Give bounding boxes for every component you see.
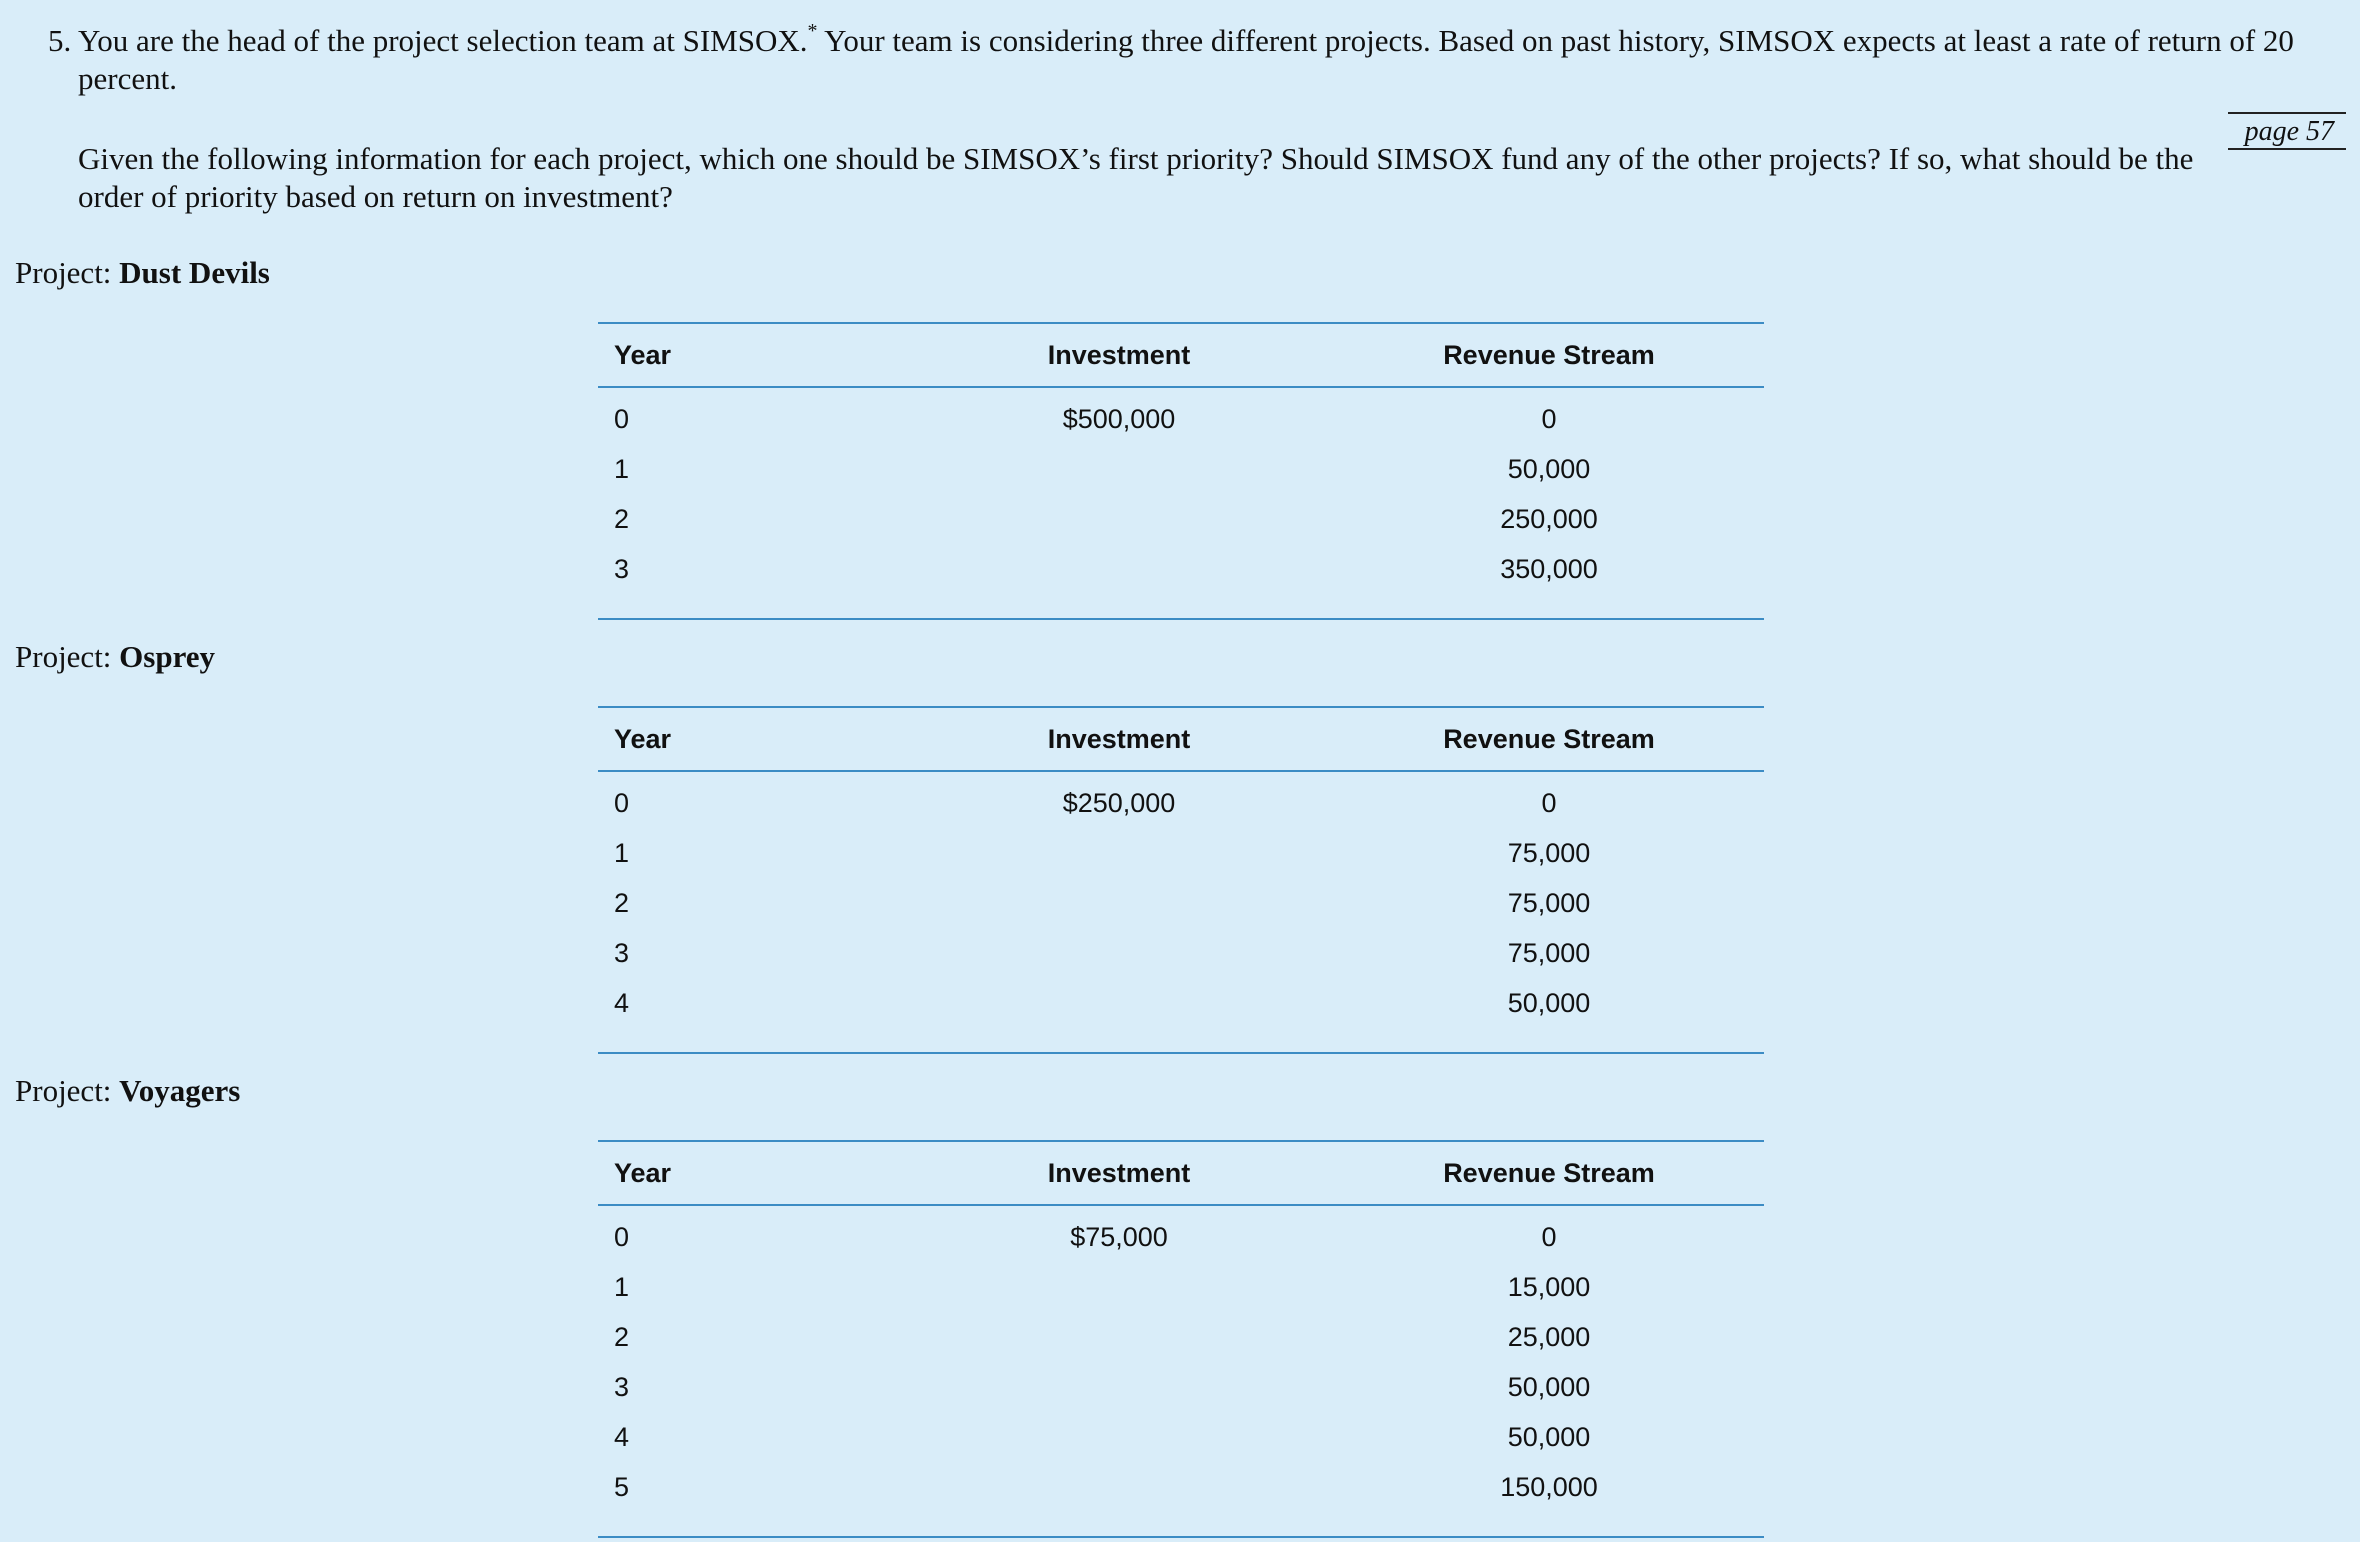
project-label-osprey bbox=[15, 638, 215, 676]
cell-year: 1 bbox=[614, 837, 630, 868]
table-row bbox=[598, 1412, 1764, 1462]
problem-number: 5. bbox=[48, 23, 72, 58]
table-dust-devils bbox=[598, 322, 1764, 620]
table-header-row bbox=[598, 323, 1764, 387]
cell-investment bbox=[904, 494, 1334, 544]
cell-investment bbox=[904, 444, 1334, 494]
cell-investment bbox=[904, 1412, 1334, 1462]
cell-year: 2 bbox=[614, 503, 630, 534]
problem-text-a: You are the head of the project selection team at SIMSOX. bbox=[78, 23, 808, 58]
project-label-prefix: Project: bbox=[15, 255, 120, 290]
cell-year: 0 bbox=[614, 787, 630, 818]
table-row bbox=[598, 1462, 1764, 1537]
cell-year: 2 bbox=[614, 887, 630, 918]
cell-year: 4 bbox=[614, 1421, 630, 1452]
cell-year: 3 bbox=[598, 544, 904, 619]
cell-revenue: 75,000 bbox=[1507, 837, 1591, 868]
cell-investment bbox=[904, 544, 1334, 619]
project-label-voyagers bbox=[15, 1072, 240, 1110]
table-row bbox=[598, 771, 1764, 828]
page-marker: page 57 bbox=[2228, 112, 2346, 150]
table-osprey bbox=[598, 706, 1764, 1054]
cell-investment: $500,000 bbox=[1062, 403, 1176, 434]
header-investment: Investment bbox=[1047, 339, 1191, 370]
header-year: Year bbox=[614, 339, 672, 370]
cell-investment bbox=[904, 978, 1334, 1053]
table-row bbox=[598, 1312, 1764, 1362]
problem-paragraph-2: Given the following information for each project, which one should be SIMSOX’s first priority? Should SIMSOX fund any of the other projects? If so, what should be the order of priority based on return on investment? bbox=[78, 141, 2194, 214]
cell-revenue: 75,000 bbox=[1507, 887, 1591, 918]
table-row bbox=[598, 928, 1764, 978]
cell-investment bbox=[904, 828, 1334, 878]
cell-revenue: 0 bbox=[1541, 1221, 1557, 1252]
table-header-row bbox=[598, 1141, 1764, 1205]
cell-year: 5 bbox=[598, 1462, 904, 1537]
cell-investment bbox=[904, 1262, 1334, 1312]
cell-revenue: 25,000 bbox=[1507, 1321, 1591, 1352]
table-row bbox=[598, 387, 1764, 444]
header-investment: Investment bbox=[1047, 1157, 1191, 1188]
table-row bbox=[598, 1262, 1764, 1312]
footnote-mark[interactable]: * bbox=[807, 20, 818, 42]
cell-revenue: 0 bbox=[1541, 787, 1557, 818]
cell-revenue: 15,000 bbox=[1507, 1271, 1591, 1302]
cell-investment: $250,000 bbox=[1062, 787, 1176, 818]
table-row bbox=[598, 878, 1764, 928]
project-name: Voyagers bbox=[119, 1073, 241, 1108]
project-name: Osprey bbox=[119, 639, 216, 674]
table-row bbox=[598, 444, 1764, 494]
header-revenue: Revenue Stream bbox=[1443, 1157, 1655, 1188]
cell-revenue: 150,000 bbox=[1334, 1462, 1764, 1537]
cell-year: 1 bbox=[614, 1271, 630, 1302]
table-row bbox=[598, 1362, 1764, 1412]
header-investment: Investment bbox=[1047, 723, 1191, 754]
table-row bbox=[598, 978, 1764, 1053]
cell-year: 3 bbox=[614, 937, 630, 968]
cell-revenue: 350,000 bbox=[1334, 544, 1764, 619]
cell-year: 2 bbox=[614, 1321, 630, 1352]
cell-year: 3 bbox=[614, 1371, 630, 1402]
cell-year: 0 bbox=[614, 1221, 630, 1252]
cell-year: 0 bbox=[614, 403, 630, 434]
project-label-prefix: Project: bbox=[15, 639, 120, 674]
cell-revenue: 50,000 bbox=[1507, 1371, 1591, 1402]
cell-investment bbox=[904, 1462, 1334, 1537]
cell-investment: $75,000 bbox=[1070, 1221, 1168, 1252]
project-label-dust-devils bbox=[15, 254, 270, 292]
cell-investment bbox=[904, 1362, 1334, 1412]
cell-revenue: 75,000 bbox=[1507, 937, 1591, 968]
problem-paragraph-1 bbox=[78, 22, 2348, 98]
table-row bbox=[598, 494, 1764, 544]
project-name: Dust Devils bbox=[119, 255, 270, 290]
table-header-row bbox=[598, 707, 1764, 771]
problem-statement bbox=[48, 22, 2348, 98]
table-voyagers bbox=[598, 1140, 1764, 1538]
table-row bbox=[598, 544, 1764, 619]
project-label-prefix: Project: bbox=[15, 1073, 120, 1108]
table-row bbox=[598, 828, 1764, 878]
cell-revenue: 50,000 bbox=[1507, 453, 1591, 484]
problem-text-b: Your team is considering three different projects. Based on past history, SIMSOX expects at least a rate of return of 20 percent. bbox=[78, 23, 2294, 96]
cell-revenue: 50,000 bbox=[1507, 1421, 1591, 1452]
cell-revenue: 50,000 bbox=[1334, 978, 1764, 1053]
cell-investment bbox=[904, 928, 1334, 978]
header-revenue: Revenue Stream bbox=[1443, 339, 1655, 370]
header-year: Year bbox=[614, 723, 672, 754]
header-revenue: Revenue Stream bbox=[1443, 723, 1655, 754]
cell-investment bbox=[904, 878, 1334, 928]
cell-year: 1 bbox=[614, 453, 630, 484]
header-year: Year bbox=[614, 1157, 672, 1188]
table-row bbox=[598, 1205, 1764, 1262]
cell-year: 4 bbox=[598, 978, 904, 1053]
cell-revenue: 250,000 bbox=[1500, 503, 1598, 534]
cell-investment bbox=[904, 1312, 1334, 1362]
cell-revenue: 0 bbox=[1541, 403, 1557, 434]
